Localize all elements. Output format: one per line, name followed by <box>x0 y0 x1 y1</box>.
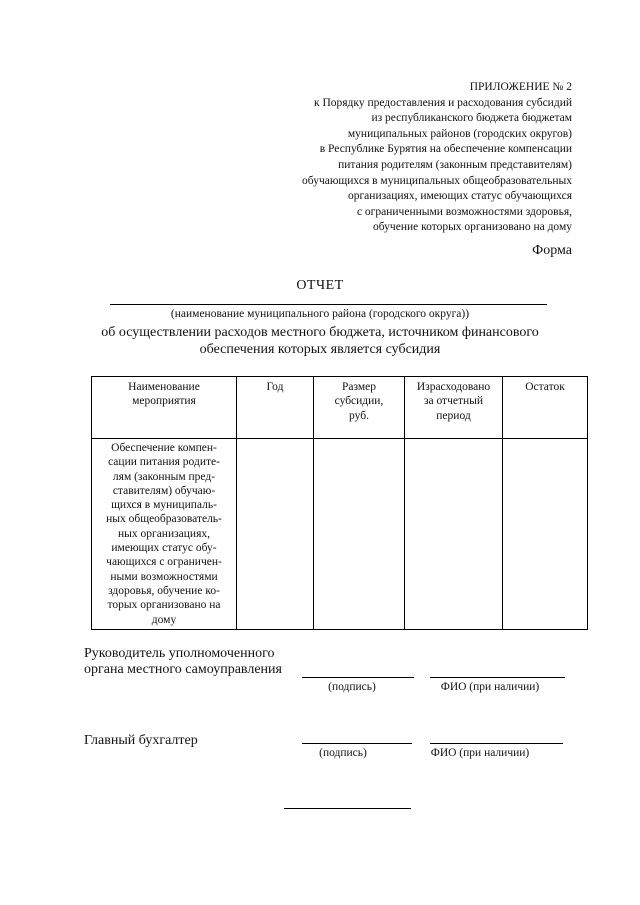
accountant-signature-line <box>302 743 412 744</box>
appendix-line: ПРИЛОЖЕНИЕ № 2 <box>469 81 572 93</box>
accountant-signature-caption: (подпись) <box>319 747 367 759</box>
appendix-line: из республиканского бюджета бюджетам <box>371 112 572 125</box>
year-cell <box>237 439 314 630</box>
accountant-signature-label: Главный бухгалтер <box>84 733 198 748</box>
head-name-caption: ФИО (при наличии) <box>440 681 540 693</box>
report-subtitle <box>60 325 580 358</box>
column-header-name: Наименование мероприятия <box>92 377 237 439</box>
head-name-line <box>430 677 565 678</box>
table-header-row <box>92 377 588 439</box>
appendix-line: с ограниченными возможностями здоровья, <box>356 205 572 218</box>
subtitle-line: об осуществлении расходов местного бюджета, источником финансового <box>101 325 539 340</box>
footer-separator-line <box>284 808 411 809</box>
appendix-line: питания родителям (законным представителям) <box>338 158 572 171</box>
head-signature-label: Руководитель уполномоченного органа местного самоуправления <box>84 646 282 677</box>
appendix-header <box>152 80 572 236</box>
municipality-name-caption: (наименование муниципального района (городского округа)) <box>170 308 470 320</box>
accountant-name-line <box>430 743 563 744</box>
column-header-spent: Израсходовано за отчетный период <box>405 377 503 439</box>
subsidy-amount-cell <box>314 439 405 630</box>
subtitle-line: обеспечения которых является субсидия <box>199 341 441 357</box>
event-description-cell: Обеспечение компен- сации питания родите- лям (законным пред- ставителям) обучаю- щихся в муниципаль- ных общеобразователь- ных организациях, имеющих статус обу- чающихся с ограничен- ными возможностями здоровья, обучение ко- торых организовано на дому <box>92 439 237 630</box>
appendix-line: обучающихся в муниципальных общеобразовательных <box>302 174 572 187</box>
accountant-name-caption: ФИО (при наличии) <box>430 747 530 759</box>
balance-cell <box>503 439 588 630</box>
column-header-balance: Остаток <box>503 377 588 439</box>
spent-cell <box>405 439 503 630</box>
form-label: Форма <box>532 243 572 258</box>
page-title: ОТЧЕТ <box>296 278 344 293</box>
appendix-line: муниципальных районов (городских округов) <box>347 127 572 140</box>
appendix-line: к Порядку предоставления и расходования субсидий <box>313 96 572 109</box>
head-signature-caption: (подпись) <box>328 681 376 693</box>
table-row <box>92 439 588 630</box>
appendix-line: в Республике Бурятия на обеспечение компенсации <box>319 143 572 156</box>
column-header-year: Год <box>237 377 314 439</box>
appendix-line: организациях, имеющих статус обучающихся <box>347 190 572 203</box>
appendix-line: обучение которых организовано на дому <box>373 221 572 234</box>
report-table <box>91 376 588 630</box>
municipality-name-line <box>110 304 547 305</box>
head-signature-line <box>302 677 414 678</box>
column-header-subsidy-amount: Размер субсидии, руб. <box>314 377 405 439</box>
